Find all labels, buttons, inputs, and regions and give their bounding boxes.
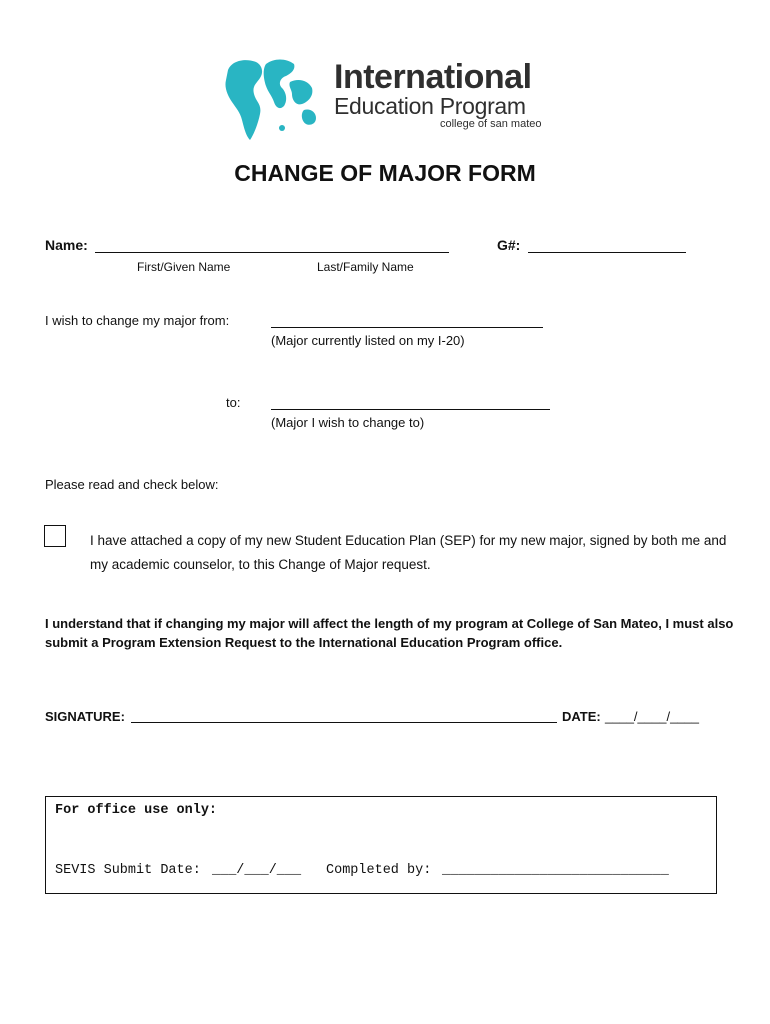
page-title: CHANGE OF MAJOR FORM <box>234 160 536 186</box>
name-label: Name: <box>45 237 88 253</box>
signature-input-line[interactable] <box>131 722 557 723</box>
sep-statement: I have attached a copy of my new Student Education Plan (SEP) for my new major, signed by both me and my academic counselor, to this Change of Major request. <box>90 533 727 572</box>
read-check-label: Please read and check below: <box>45 477 219 492</box>
sevis-date-input[interactable]: ___/___/___ <box>212 863 302 878</box>
completed-label: Completed by: <box>326 863 432 878</box>
signature-label: SIGNATURE: <box>45 709 125 724</box>
current-major-input-line[interactable] <box>271 327 543 328</box>
to-label: to: <box>226 395 241 410</box>
name-input-line[interactable] <box>95 252 449 253</box>
ie-program-logo <box>222 56 542 146</box>
logo-subtitle: Education Program <box>334 93 526 119</box>
office-use-box <box>45 796 717 894</box>
date-input[interactable]: ____/____/____ <box>605 709 699 724</box>
new-major-input-line[interactable] <box>271 409 550 410</box>
globe-icon <box>222 56 332 146</box>
change-from-caption: (Major currently listed on my I-20) <box>271 333 465 348</box>
office-heading: For office use only: <box>55 803 218 818</box>
gnum-label: G#: <box>497 237 521 253</box>
change-from-label: I wish to change my major from: <box>45 313 230 328</box>
logo-title: International <box>334 58 532 96</box>
logo-college: college of san mateo <box>440 118 542 130</box>
last-name-caption: Last/Family Name <box>317 260 414 274</box>
extension-notice: I understand that if changing my major will affect the length of my program at College of San Mateo, I must also submit a Program Extension Request to the International Education Program office. <box>45 616 734 650</box>
sep-checkbox[interactable] <box>44 525 66 547</box>
gnum-input-line[interactable] <box>528 252 686 253</box>
date-label: DATE: <box>562 709 601 724</box>
sevis-label: SEVIS Submit Date: <box>55 863 201 878</box>
to-caption: (Major I wish to change to) <box>271 415 425 430</box>
first-name-caption: First/Given Name <box>137 260 231 274</box>
completed-by-input[interactable]: ____________________________ <box>442 863 669 878</box>
